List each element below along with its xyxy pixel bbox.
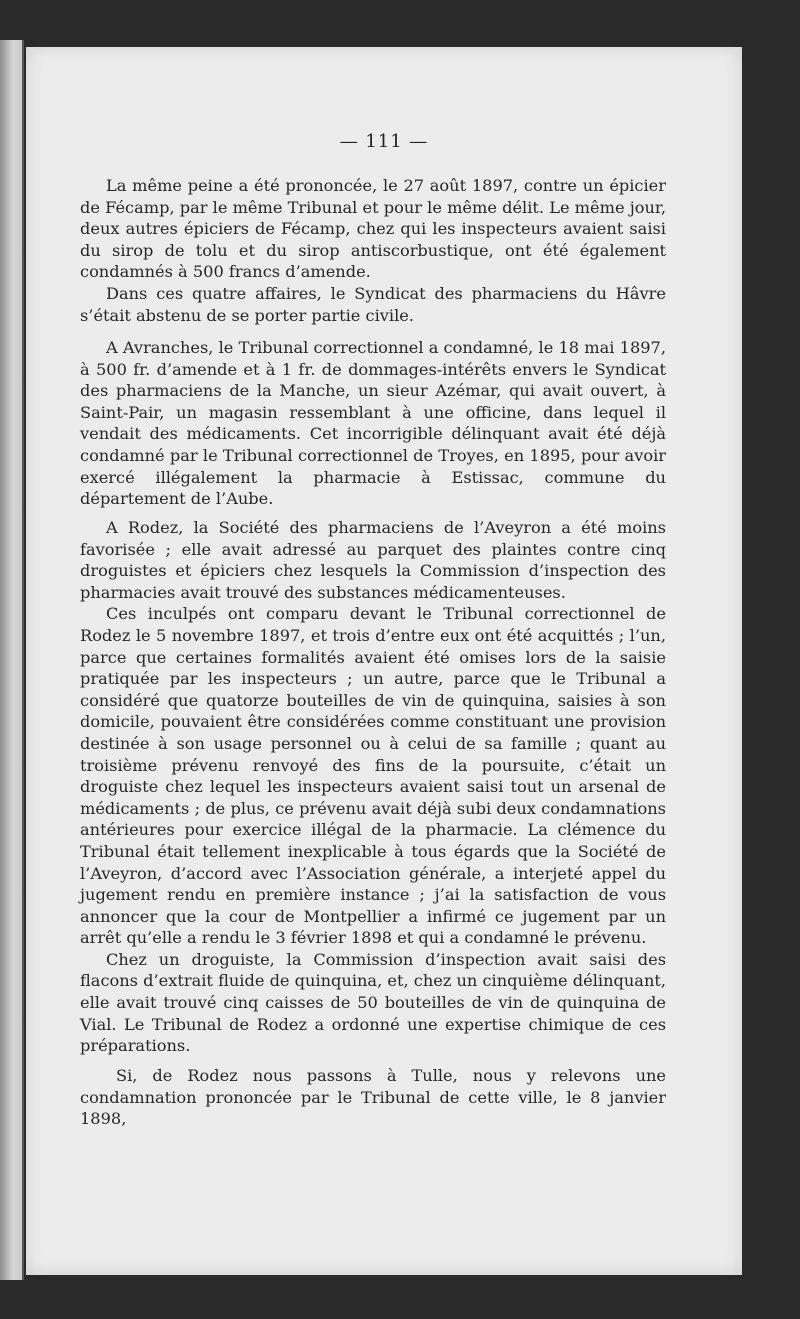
paragraph: Dans ces quatre affaires, le Syndicat des pharmaciens du Hâvre s’était abstenu de se porter partie civile. <box>80 283 666 325</box>
paragraph-group-3 <box>80 517 666 1057</box>
page-number: — 111 — <box>339 131 429 152</box>
facing-page-edge <box>0 40 24 1280</box>
paragraph: Si, de Rodez nous passons à Tulle, nous y relevons une condamnation prononcée par le Tribunal de cette ville, le 8 janvier 1898, <box>80 1066 666 1129</box>
paragraph-group-1 <box>80 175 666 326</box>
paragraph: A Avranches, le Tribunal correctionnel a condamné, le 18 mai 1897, à 500 fr. d’amende et à 1 fr. de dommages-intérêts envers le Syndicat des pharmaciens de la Manche, un sieur Azémar, qui avait ouvert, à Saint-Pair, un magasin ressemblant à une officine, dans lequel il vendait des médicaments. Cet incorrigible délinquant avait été déjà condamné par le Tribunal correctionnel de Troyes, en 1895, pour avoir exercé illégalement la pharmacie à Estissac, commune du département de l’Aube. <box>80 338 666 509</box>
paragraph: La même peine a été prononcée, le 27 août 1897, contre un épicier de Fécamp, par le même Tribunal et pour le même délit. Le même jour, deux autres épiciers de Fécamp, chez qui les inspecteurs avaient saisi du sirop de tolu et du sirop antiscorbustique, ont été également condamnés à 500 francs d’amende. <box>80 176 666 282</box>
paragraph: A Rodez, la Société des pharmaciens de l’Aveyron a été moins favorisée ; elle avait adressé au parquet des plaintes contre cinq droguistes et épiciers chez lesquels la Commission d’inspection des pharmacies avait trouvé des substances médicamenteuses. <box>80 518 666 602</box>
paragraph: Ces inculpés ont comparu devant le Tribunal correctionnel de Rodez le 5 novembre 1897, et trois d’entre eux ont été acquittés ; l’un, parce que certaines formalités avaient été omises lors de la saisie pratiquée par les inspecteurs ; un autre, parce que le Tribunal a considéré que quatorze bouteilles de vin de quinquina, saisies à son domicile, pouvaient être considérées comme constituant une provision destinée à son usage personnel ou à celui de sa famille ; quant au troisième prévenu renvoyé des fins de la poursuite, c’était un droguiste chez lequel les inspecteurs avaient saisi tout un arsenal de médicaments ; de plus, ce prévenu avait déjà subi deux condamnations antérieures pour exercice illégal de la pharmacie. La clémence du Tribunal était tellement inexplicable à tous égards que la Société de l’Aveyron, d’accord avec l’Association générale, a interjeté appel du jugement rendu en première instance ; j’ai la satisfaction de vous annoncer que la cour de Montpellier a infirmé ce jugement par un arrêt qu’elle a rendu le 3 février 1898 et qui a condamné le prévenu. <box>80 604 666 948</box>
paragraph-group-2 <box>80 337 666 510</box>
paragraph-group-4 <box>80 1065 666 1130</box>
book-page <box>26 47 742 1275</box>
paragraph: Chez un droguiste, la Commission d’inspection avait saisi des flacons d’extrait fluide de quinquina, et, chez un cinquième délinquant, elle avait trouvé cinq caisses de 50 bouteilles de vin de quinquina de Vial. Le Tribunal de Rodez a ordonné une expertise chimique de ces préparations. <box>80 949 667 1056</box>
